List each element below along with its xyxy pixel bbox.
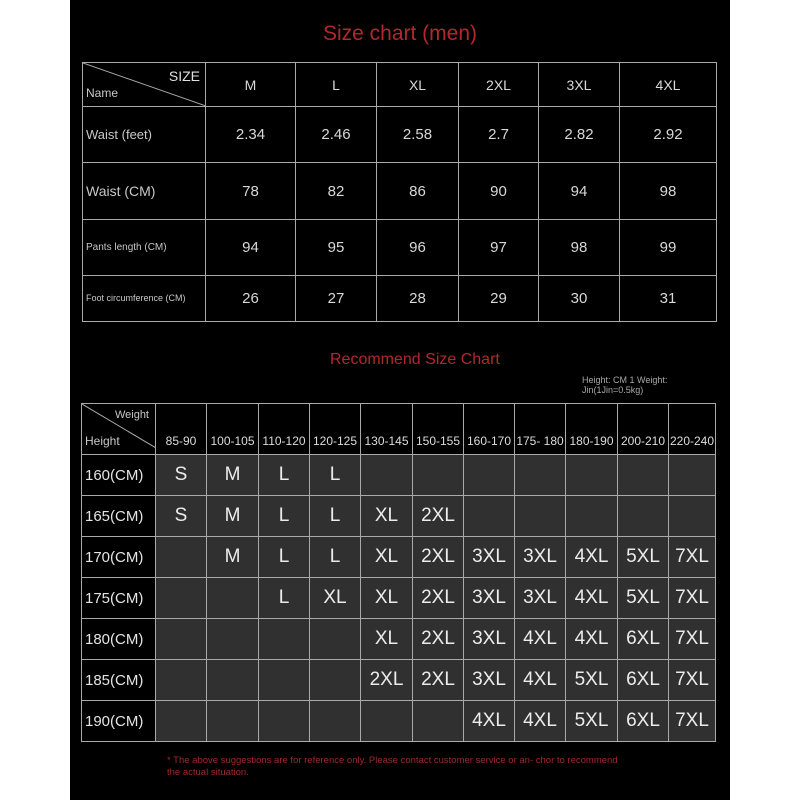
size-value: 28 bbox=[377, 276, 459, 322]
size-value: 97 bbox=[459, 220, 539, 276]
size-header: M bbox=[206, 63, 296, 107]
size-value: 29 bbox=[459, 276, 539, 322]
size-cell bbox=[669, 455, 716, 496]
size-cell: L bbox=[310, 455, 361, 496]
size-cell bbox=[310, 701, 361, 742]
weight-header: 110-120 bbox=[259, 404, 310, 455]
height-label: 170(CM) bbox=[82, 537, 156, 578]
size-value: 96 bbox=[377, 220, 459, 276]
recommend-size-table bbox=[81, 403, 716, 742]
size-value: 95 bbox=[296, 220, 377, 276]
size-cell: L bbox=[310, 496, 361, 537]
size-cell bbox=[464, 496, 515, 537]
size-cell: L bbox=[259, 496, 310, 537]
size-cell bbox=[259, 701, 310, 742]
size-value: 2.7 bbox=[459, 107, 539, 163]
unit-note: Height: CM 1 Weight: Jin(1Jin=0.5kg) bbox=[582, 375, 668, 395]
size-cell: L bbox=[259, 537, 310, 578]
size-cell: 5XL bbox=[566, 660, 618, 701]
size-value: 98 bbox=[539, 220, 620, 276]
size-cell bbox=[156, 701, 207, 742]
size-cell bbox=[207, 660, 259, 701]
height-row bbox=[82, 619, 716, 660]
size-cell bbox=[259, 619, 310, 660]
corner-name-label: Name bbox=[86, 86, 119, 100]
corner-size-label: SIZE bbox=[168, 68, 200, 84]
size-header: 3XL bbox=[539, 63, 620, 107]
size-value: 2.34 bbox=[206, 107, 296, 163]
size-cell: 4XL bbox=[464, 701, 515, 742]
weight-header: 180-190 bbox=[566, 404, 618, 455]
size-cell: S bbox=[156, 496, 207, 537]
size-cell bbox=[259, 660, 310, 701]
height-label: 175(CM) bbox=[82, 578, 156, 619]
size-cell: M bbox=[207, 537, 259, 578]
size-cell bbox=[207, 701, 259, 742]
size-chart-title: Size chart (men) bbox=[322, 22, 478, 45]
size-cell bbox=[361, 701, 413, 742]
recommend-corner-cell bbox=[82, 404, 156, 455]
size-cell: 7XL bbox=[669, 701, 716, 742]
size-value: 90 bbox=[459, 163, 539, 220]
size-cell bbox=[413, 701, 464, 742]
size-cell: 4XL bbox=[515, 660, 566, 701]
size-value: 94 bbox=[539, 163, 620, 220]
disclaimer-footnote: * The above suggestions are for reference only. Please contact customer service or an- chor to recommend the actual situation. bbox=[167, 755, 618, 778]
size-cell bbox=[361, 455, 413, 496]
size-value: 86 bbox=[377, 163, 459, 220]
size-value: 94 bbox=[206, 220, 296, 276]
size-cell: M bbox=[207, 496, 259, 537]
size-value: 31 bbox=[620, 276, 717, 322]
size-cell bbox=[515, 455, 566, 496]
size-cell: XL bbox=[361, 496, 413, 537]
size-cell: S bbox=[156, 455, 207, 496]
row-name: Waist (feet) bbox=[83, 107, 206, 163]
size-corner-cell bbox=[83, 63, 206, 107]
size-cell: 5XL bbox=[566, 701, 618, 742]
size-value: 99 bbox=[620, 220, 717, 276]
size-header: 2XL bbox=[459, 63, 539, 107]
size-value: 82 bbox=[296, 163, 377, 220]
size-cell: L bbox=[310, 537, 361, 578]
row-name: Foot circumference (CM) bbox=[83, 276, 206, 322]
size-cell: 7XL bbox=[669, 537, 716, 578]
size-cell bbox=[156, 578, 207, 619]
size-cell: 2XL bbox=[413, 660, 464, 701]
size-cell: 3XL bbox=[515, 578, 566, 619]
size-cell: XL bbox=[361, 537, 413, 578]
size-cell: 2XL bbox=[413, 537, 464, 578]
size-cell bbox=[207, 619, 259, 660]
size-cell bbox=[310, 619, 361, 660]
size-cell bbox=[669, 496, 716, 537]
height-row bbox=[82, 701, 716, 742]
size-cell: 5XL bbox=[618, 537, 669, 578]
size-cell: 4XL bbox=[515, 701, 566, 742]
weight-header: 160-170 bbox=[464, 404, 515, 455]
height-row bbox=[82, 578, 716, 619]
weight-header: 85-90 bbox=[156, 404, 207, 455]
size-cell bbox=[618, 496, 669, 537]
row-name: Waist (CM) bbox=[83, 163, 206, 220]
weight-header: 220-240 bbox=[669, 404, 716, 455]
corner-height-label: Height bbox=[85, 434, 120, 448]
size-value: 2.82 bbox=[539, 107, 620, 163]
recommend-chart-title: Recommend Size Chart bbox=[330, 351, 500, 368]
size-cell: XL bbox=[310, 578, 361, 619]
size-cell bbox=[464, 455, 515, 496]
size-cell: 5XL bbox=[618, 578, 669, 619]
size-cell bbox=[156, 660, 207, 701]
size-cell: M bbox=[207, 455, 259, 496]
size-value: 30 bbox=[539, 276, 620, 322]
corner-weight-label: Weight bbox=[114, 409, 149, 421]
size-cell: 2XL bbox=[361, 660, 413, 701]
size-cell bbox=[515, 496, 566, 537]
size-cell: 4XL bbox=[566, 578, 618, 619]
height-row bbox=[82, 537, 716, 578]
size-cell: L bbox=[259, 455, 310, 496]
size-header: XL bbox=[377, 63, 459, 107]
size-row-waist-feet bbox=[83, 107, 717, 163]
size-cell bbox=[566, 496, 618, 537]
size-cell bbox=[156, 619, 207, 660]
size-cell: 6XL bbox=[618, 660, 669, 701]
height-label: 190(CM) bbox=[82, 701, 156, 742]
size-cell: XL bbox=[361, 578, 413, 619]
size-cell bbox=[413, 455, 464, 496]
size-cell: 3XL bbox=[464, 660, 515, 701]
row-name: Pants length (CM) bbox=[83, 220, 206, 276]
size-value: 27 bbox=[296, 276, 377, 322]
size-row-pants-length bbox=[83, 220, 717, 276]
size-header: 4XL bbox=[620, 63, 717, 107]
height-row bbox=[82, 496, 716, 537]
size-cell: 2XL bbox=[413, 496, 464, 537]
size-cell bbox=[156, 537, 207, 578]
size-cell: 3XL bbox=[515, 537, 566, 578]
size-value: 78 bbox=[206, 163, 296, 220]
size-cell bbox=[566, 455, 618, 496]
size-cell: 2XL bbox=[413, 619, 464, 660]
size-cell: 2XL bbox=[413, 578, 464, 619]
weight-header-row bbox=[82, 404, 716, 455]
size-cell bbox=[618, 455, 669, 496]
size-cell: 3XL bbox=[464, 537, 515, 578]
weight-header: 100-105 bbox=[207, 404, 259, 455]
size-value: 2.58 bbox=[377, 107, 459, 163]
size-cell: 3XL bbox=[464, 619, 515, 660]
height-label: 180(CM) bbox=[82, 619, 156, 660]
height-label: 160(CM) bbox=[82, 455, 156, 496]
size-cell: 3XL bbox=[464, 578, 515, 619]
size-value: 26 bbox=[206, 276, 296, 322]
size-cell: 6XL bbox=[618, 701, 669, 742]
height-row bbox=[82, 455, 716, 496]
size-header: L bbox=[296, 63, 377, 107]
height-label: 165(CM) bbox=[82, 496, 156, 537]
size-cell: 4XL bbox=[515, 619, 566, 660]
height-row bbox=[82, 660, 716, 701]
size-value: 2.46 bbox=[296, 107, 377, 163]
size-value: 2.92 bbox=[620, 107, 717, 163]
size-cell: 6XL bbox=[618, 619, 669, 660]
size-cell: 7XL bbox=[669, 578, 716, 619]
size-cell: XL bbox=[361, 619, 413, 660]
weight-header: 175- 180 bbox=[515, 404, 566, 455]
size-cell: 7XL bbox=[669, 660, 716, 701]
size-cell bbox=[207, 578, 259, 619]
weight-header: 120-125 bbox=[310, 404, 361, 455]
size-cell: 4XL bbox=[566, 537, 618, 578]
weight-header: 200-210 bbox=[618, 404, 669, 455]
size-cell: 7XL bbox=[669, 619, 716, 660]
size-chart-poster bbox=[70, 0, 730, 800]
size-chart-table bbox=[82, 62, 717, 322]
size-row-foot-circumference bbox=[83, 276, 717, 322]
size-cell: L bbox=[259, 578, 310, 619]
weight-header: 150-155 bbox=[413, 404, 464, 455]
size-cell: 4XL bbox=[566, 619, 618, 660]
height-label: 185(CM) bbox=[82, 660, 156, 701]
size-value: 98 bbox=[620, 163, 717, 220]
size-cell bbox=[310, 660, 361, 701]
size-row-waist-cm bbox=[83, 163, 717, 220]
size-header-row bbox=[83, 63, 717, 107]
weight-header: 130-145 bbox=[361, 404, 413, 455]
